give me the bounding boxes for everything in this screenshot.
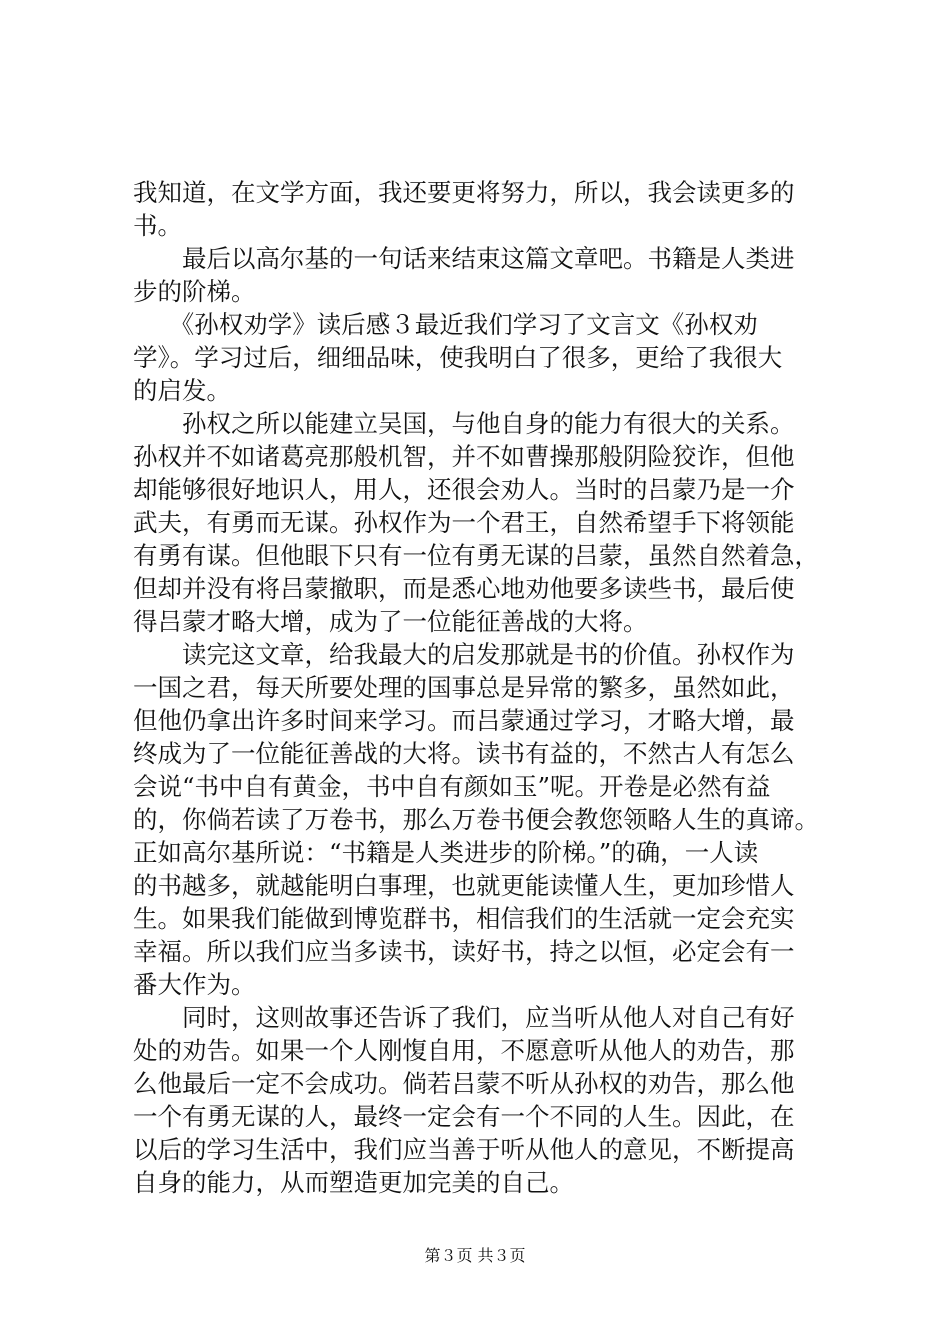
- text-line: 孙权并不如诸葛亮那般机智，并不如曹操那般阴险狡诈，但他: [133, 442, 795, 471]
- text-line: 最后以高尔基的一句话来结束这篇文章吧。书籍是人类进: [133, 244, 795, 273]
- page-number-label: 第３页 共３页: [424, 1246, 526, 1265]
- text-line: 会说“书中自有黄金，书中自有颜如玉”呢。开卷是必然有益: [133, 772, 771, 801]
- text-line: 有勇有谋。但他眼下只有一位有勇无谋的吕蒙，虽然自然着急，: [133, 541, 819, 570]
- text-line: 番大作为。: [133, 970, 256, 999]
- body-text: [133, 176, 833, 1199]
- text-line: 一国之君，每天所要处理的国事总是异常的繁多，虽然如此，: [133, 673, 795, 702]
- text-line: 得吕蒙才略大增，成为了一位能征善战的大将。: [133, 607, 648, 636]
- text-line: 但却并没有将吕蒙撤职，而是悉心地劝他要多读些书，最后使: [133, 574, 795, 603]
- text-line: 幸福。所以我们应当多读书，读好书，持之以恒，必定会有一: [133, 937, 795, 966]
- text-line: 处的劝告。如果一个人刚愎自用，不愿意听从他人的劝告，那: [133, 1036, 795, 1065]
- text-line: 我知道，在文学方面，我还要更将努力，所以，我会读更多的: [133, 178, 795, 207]
- text-line: 书。: [133, 211, 182, 240]
- text-line: 正如高尔基所说：“书籍是人类进步的阶梯。”的确，一人读: [133, 838, 759, 867]
- text-line: 但他仍拿出许多时间来学习。而吕蒙通过学习，才略大增，最: [133, 706, 795, 735]
- text-line: 却能够很好地识人，用人，还很会劝人。当时的吕蒙乃是一介: [133, 475, 795, 504]
- text-line: 《孙权劝学》读后感３最近我们学习了文言文《孙权劝: [133, 310, 758, 339]
- text-line: 一个有勇无谋的人，最终一定会有一个不同的人生。因此，在: [133, 1102, 795, 1131]
- page-footer: [0, 1246, 950, 1266]
- text-line: 孙权之所以能建立吴国，与他自身的能力有很大的关系。: [133, 409, 795, 438]
- text-line: 的书越多，就越能明白事理，也就更能读懂人生，更加珍惜人: [133, 871, 795, 900]
- text-line: 的，你倘若读了万卷书，那么万卷书便会教您领略人生的真谛。: [133, 805, 819, 834]
- text-line: 学》。学习过后，细细品味，使我明白了很多，更给了我很大: [133, 343, 783, 372]
- text-line: 武夫，有勇而无谋。孙权作为一个君王，自然希望手下将领能: [133, 508, 795, 537]
- text-line: 自身的能力，从而塑造更加完美的自己。: [133, 1168, 574, 1197]
- text-line: 生。如果我们能做到博览群书，相信我们的生活就一定会充实: [133, 904, 795, 933]
- text-line: 的启发。: [133, 376, 231, 405]
- text-line: 么他最后一定不会成功。倘若吕蒙不听从孙权的劝告，那么他: [133, 1069, 795, 1098]
- text-line: 同时，这则故事还告诉了我们，应当听从他人对自己有好: [133, 1003, 795, 1032]
- text-line: 以后的学习生活中，我们应当善于听从他人的意见，不断提高: [133, 1135, 795, 1164]
- text-line: 终成为了一位能征善战的大将。读书有益的，不然古人有怎么: [133, 739, 795, 768]
- text-line: 读完这文章，给我最大的启发那就是书的价值。孙权作为: [133, 640, 795, 669]
- text-line: 步的阶梯。: [133, 277, 256, 306]
